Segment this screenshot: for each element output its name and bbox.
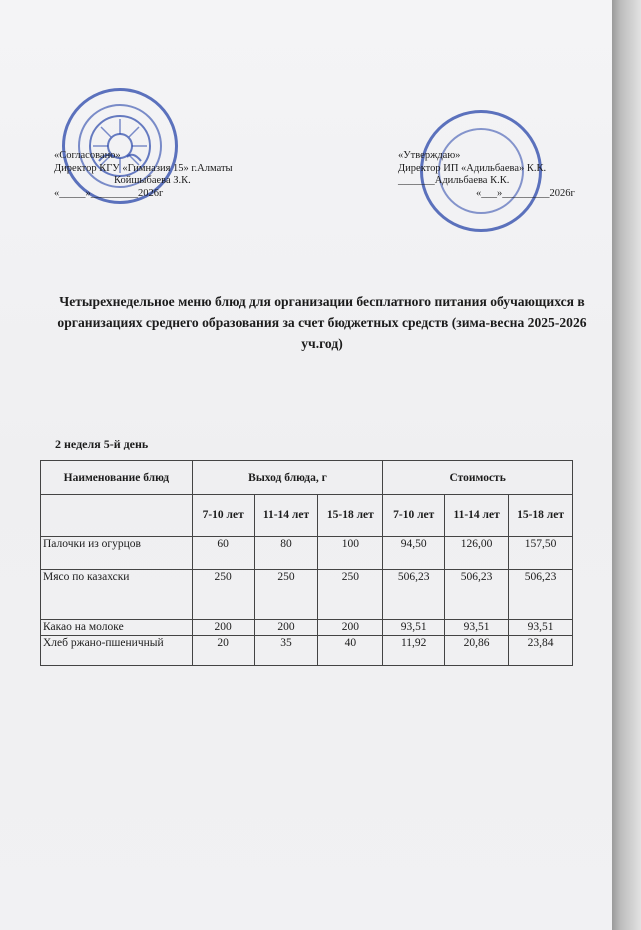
approval-right-line1: «Утверждаю»	[398, 150, 461, 161]
dish-name: Мясо по казахски	[41, 570, 193, 620]
col-cost-header: Стоимость	[383, 461, 573, 495]
cost-cell: 23,84	[509, 636, 573, 666]
table-row	[41, 537, 573, 570]
week-day-label: 2 неделя 5-й день	[55, 437, 149, 451]
cost-cell: 157,50	[509, 537, 573, 570]
table-header-row	[41, 461, 573, 495]
output-cell: 200	[318, 620, 383, 636]
cost-cell: 93,51	[445, 620, 509, 636]
approval-left-line3: Койшыбаева З.К.	[114, 175, 191, 186]
output-cell: 250	[254, 570, 318, 620]
output-cell: 20	[192, 636, 254, 666]
age-header: 11-14 лет	[445, 495, 509, 537]
output-cell: 35	[254, 636, 318, 666]
approval-right-line4: «___»_________2026г	[476, 187, 575, 199]
cost-cell: 93,51	[383, 620, 445, 636]
table-row	[41, 636, 573, 666]
age-header-row	[41, 495, 573, 537]
output-cell: 250	[318, 570, 383, 620]
col-name-header: Наименование блюд	[41, 461, 193, 495]
table-row	[41, 620, 573, 636]
approval-left-line2: Директор КГУ «Гимназия 15» г.Алматы	[54, 162, 233, 174]
approval-left-line4: «_____»_________2026г	[54, 187, 164, 199]
cost-cell: 506,23	[383, 570, 445, 620]
empty-header-cell	[41, 495, 193, 537]
col-output-header: Выход блюда, г	[192, 461, 383, 495]
dish-name: Хлеб ржано-пшеничный	[41, 636, 193, 666]
cost-cell: 11,92	[383, 636, 445, 666]
age-header: 7-10 лет	[192, 495, 254, 537]
dish-name: Палочки из огурцов	[41, 537, 193, 570]
cost-cell: 94,50	[383, 537, 445, 570]
approval-left	[54, 150, 233, 200]
approval-right-line3: _______Адильбаева К.К.	[398, 175, 510, 186]
dish-name: Какао на молоке	[41, 620, 193, 636]
cost-cell: 506,23	[509, 570, 573, 620]
output-cell: 100	[318, 537, 383, 570]
cost-cell: 20,86	[445, 636, 509, 666]
output-cell: 200	[192, 620, 254, 636]
output-cell: 200	[254, 620, 318, 636]
cost-cell: 126,00	[445, 537, 509, 570]
table-row	[41, 570, 573, 620]
document-title: Четырехнедельное меню блюд для организации бесплатного питания обучающихся в организациях среднего образования за счет бюджетных средств (зима-весна 2025-2026 уч.год)	[57, 294, 587, 351]
approval-right-line2: Директор ИП «Адильбаева» К.К.	[398, 162, 547, 174]
output-cell: 250	[192, 570, 254, 620]
age-header: 11-14 лет	[254, 495, 318, 537]
age-header: 15-18 лет	[318, 495, 383, 537]
cost-cell: 506,23	[445, 570, 509, 620]
approval-left-line1: «Согласовано»	[54, 150, 121, 161]
cost-cell: 93,51	[509, 620, 573, 636]
age-header: 15-18 лет	[509, 495, 573, 537]
page-edge-shadow	[612, 0, 641, 930]
approval-right	[398, 150, 575, 200]
output-cell: 80	[254, 537, 318, 570]
menu-table	[40, 460, 573, 666]
output-cell: 40	[318, 636, 383, 666]
age-header: 7-10 лет	[383, 495, 445, 537]
output-cell: 60	[192, 537, 254, 570]
